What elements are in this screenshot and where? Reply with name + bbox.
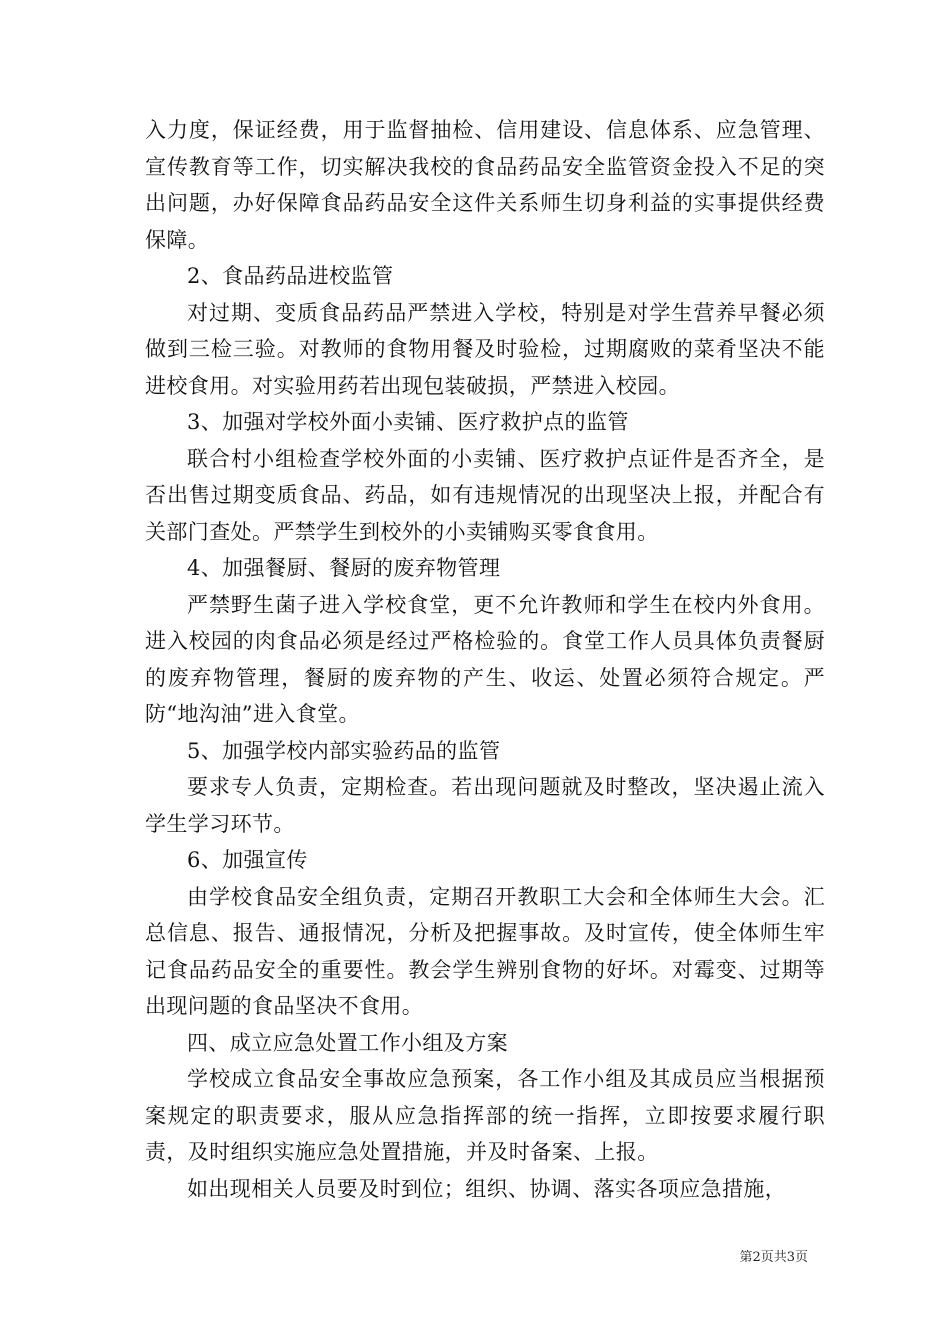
chapter-heading-4: 四、成立应急处置工作小组及方案 (187, 1030, 508, 1055)
paragraph-5: 要求专人负责，定期检查。若出现问题就及时整改，坚决遏止流入学生学习环节。 (145, 775, 825, 836)
paragraph-1: 入力度，保证经费，用于监督抽检、信用建设、信息体系、应急管理、宣传教育等工作，切实解决我校的食品药品安全监管资金投入不足的突出问题，办好保障食品药品安全这件关系师生切身利益的实事提供经费保障。 (145, 118, 825, 252)
section-heading-3: 3、加强对学校外面小卖铺、医疗救护点的监管 (187, 410, 629, 434)
paragraph-4: 严禁野生菌子进入学校食堂，更不允许教师和学生在校内外食用。进入校园的肉食品必须是经过严格检验的。食堂工作人员具体负责餐厨的废弃物管理，餐厨的废弃物的产生、收运、处置必须符合规定。严防“地沟油”进入食堂。 (145, 592, 825, 726)
page-number: 第2页共3页 (739, 1250, 808, 1265)
paragraph-2: 对过期、变质食品药品严禁进入学校，特别是对学生营养早餐必须做到三检三验。对教师的食物用餐及时验检，过期腐败的菜肴坚决不能进校食用。对实验用药若出现包装破损，严禁进入校园。 (145, 300, 825, 398)
section-heading-6: 6、加强宣传 (187, 848, 308, 872)
section-heading-5: 5、加强学校内部实验药品的监管 (187, 738, 501, 763)
paragraph-6: 由学校食品安全组负责，定期召开教职工大会和全体师生大会。汇总信息、报告、通报情况，分析及把握事故。及时宣传，使全体师生牢记食品药品安全的重要性。教会学生辨别食物的好坏。对霉变、过期等出现问题的食品坚决不食用。 (145, 884, 825, 1018)
section-heading-4: 4、加强餐厨、餐厨的废弃物管理 (187, 556, 501, 580)
paragraph-8: 如出现相关人员要及时到位；组织、协调、落实各项应急措施， (187, 1176, 787, 1201)
document-body (145, 112, 825, 1207)
paragraph-3: 联合村小组检查学校外面的小卖铺、医疗救护点证件是否齐全，是否出售过期变质食品、药品，如有违规情况的出现坚决上报，并配合有关部门查处。严禁学生到校外的小卖铺购买零食食用。 (145, 446, 825, 544)
section-heading-2: 2、食品药品进校监管 (187, 264, 394, 288)
paragraph-7: 学校成立食品安全事故应急预案，各工作小组及其成员应当根据预案规定的职责要求，服从应急指挥部的统一指挥，立即按要求履行职责，及时组织实施应急处置措施，并及时备案、上报。 (145, 1067, 825, 1164)
